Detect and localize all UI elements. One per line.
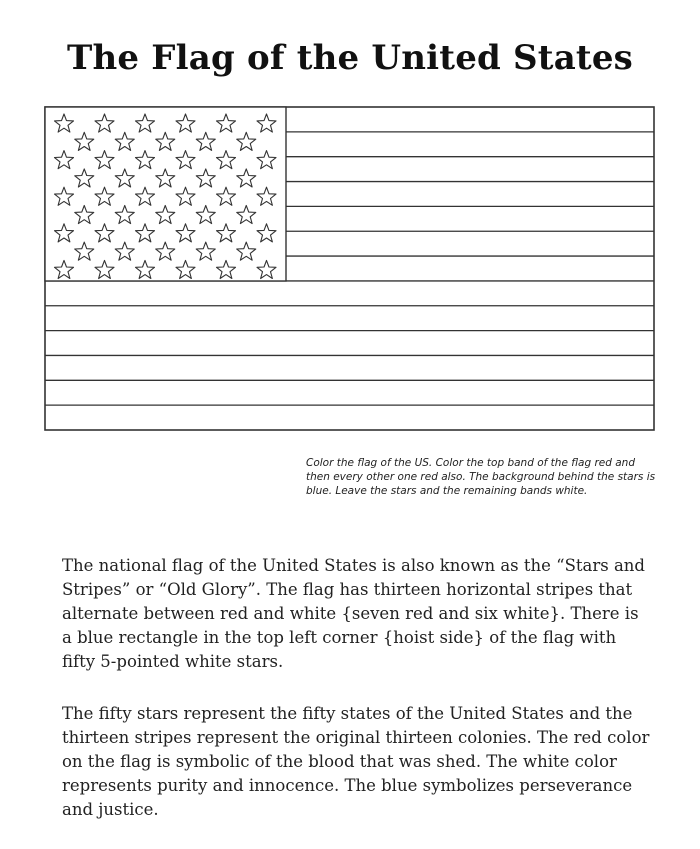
paragraph-flag-symbolism: The fifty stars represent the fifty states of the United States and the thirteen stripes represent the original thirteen colonies. The red color on the flag is symbolic of the blood that was shed. The white color represents purity and innocence. The blue symbolizes perseverance and justice. [62,704,650,819]
paragraph-flag-description: The national flag of the United States is also known as the “Stars and Stripes” or “Old Glory”. The flag has thirteen horizontal stripes that alternate between red and white {seven red and six white}. There is a blue rectangle in the top left corner {hoist side} of the flag with fifty 5-pointed white stars. [62,556,645,671]
flag-drawing [44,106,655,431]
flag-outline [44,106,655,431]
coloring-instructions: Color the flag of the US. Color the top band of the flag red and then every other one red also. The background behind the stars is blue. Leave the stars and the remaining bands white. [306,457,656,497]
page-title: The Flag of the United States [66,38,634,78]
